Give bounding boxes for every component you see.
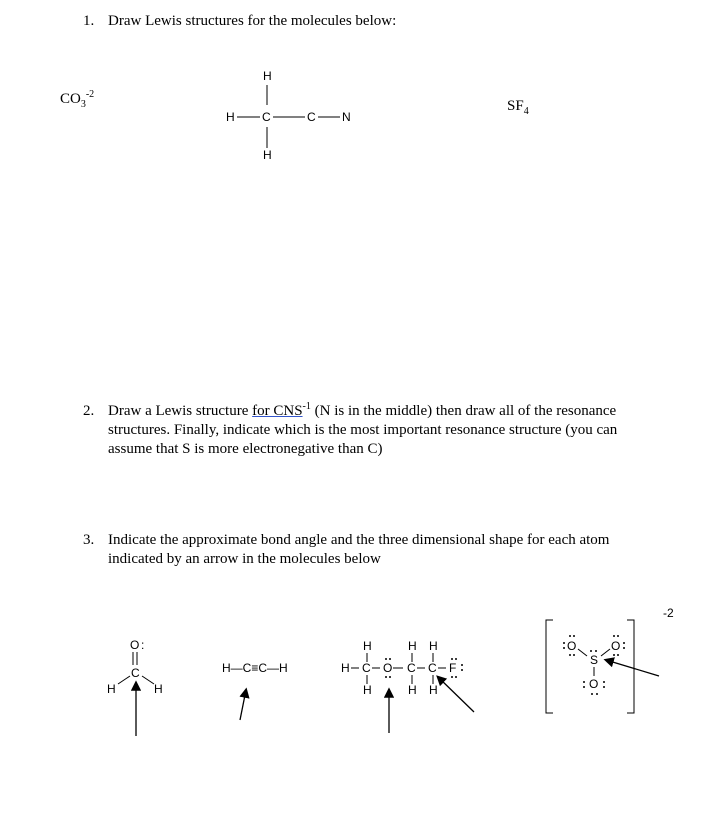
molecule-formaldehyde	[107, 638, 163, 736]
svg-text:H: H	[429, 639, 438, 653]
atom-h-bottom: H	[263, 148, 272, 162]
arrow-ethyne	[240, 690, 246, 720]
question-number: 1.	[83, 13, 95, 29]
svg-text:S: S	[590, 653, 599, 667]
svg-text::: :	[141, 638, 145, 652]
atom-h-left: H	[226, 110, 235, 124]
svg-text:F: F	[449, 661, 457, 675]
question-number: 2.	[83, 403, 95, 419]
svg-text:O: O	[611, 639, 621, 653]
atom-h-left: H	[107, 682, 116, 696]
molecule-co3: $CO_3^{-2}$	[60, 89, 95, 110]
molecule-sf4: $SF_4$	[507, 98, 529, 117]
svg-text:H: H	[429, 683, 438, 697]
svg-text:O: O	[383, 661, 393, 675]
arrow-sulfite	[606, 660, 659, 676]
charge-label: -2	[663, 606, 674, 620]
question-text: Draw a Lewis structure for $CNS^{-1}$ (N is in the middle) then draw all of the resonance structures. Finally, indicate which is the most important resonance structure (you can assume that S is more electronegative than C)	[108, 401, 618, 457]
atom-n: N	[342, 110, 351, 124]
question-number: 3.	[83, 532, 95, 548]
svg-text:O: O	[589, 677, 599, 691]
svg-text:H: H	[408, 683, 417, 697]
arrow-ester-carbon	[438, 677, 474, 712]
atom-h-top: H	[263, 69, 272, 83]
svg-text:C: C	[407, 661, 416, 675]
svg-text:C: C	[362, 661, 371, 675]
svg-text:C: C	[428, 661, 437, 675]
svg-text:H: H	[341, 661, 350, 675]
atom-c1: C	[262, 110, 271, 124]
question-text: Draw Lewis structures for the molecules below:	[108, 13, 397, 29]
ethyne-formula: H—C≡C—H	[222, 661, 288, 675]
atom-h-right: H	[154, 682, 163, 696]
molecule-sulfite	[546, 606, 674, 713]
svg-text:H: H	[408, 639, 417, 653]
atom-o: O	[130, 638, 140, 652]
cns-link: for CNS	[252, 403, 303, 419]
atom-c2: C	[307, 110, 316, 124]
atom-c: C	[131, 666, 140, 680]
question-text: Indicate the approximate bond angle and the three dimensional shape for each atom indicated by an arrow in the molecules below	[108, 532, 610, 567]
svg-text:H: H	[363, 639, 372, 653]
svg-text:O: O	[567, 639, 577, 653]
svg-text:H: H	[363, 683, 372, 697]
molecule-ester	[341, 639, 474, 733]
molecule-ethyne	[222, 661, 288, 720]
